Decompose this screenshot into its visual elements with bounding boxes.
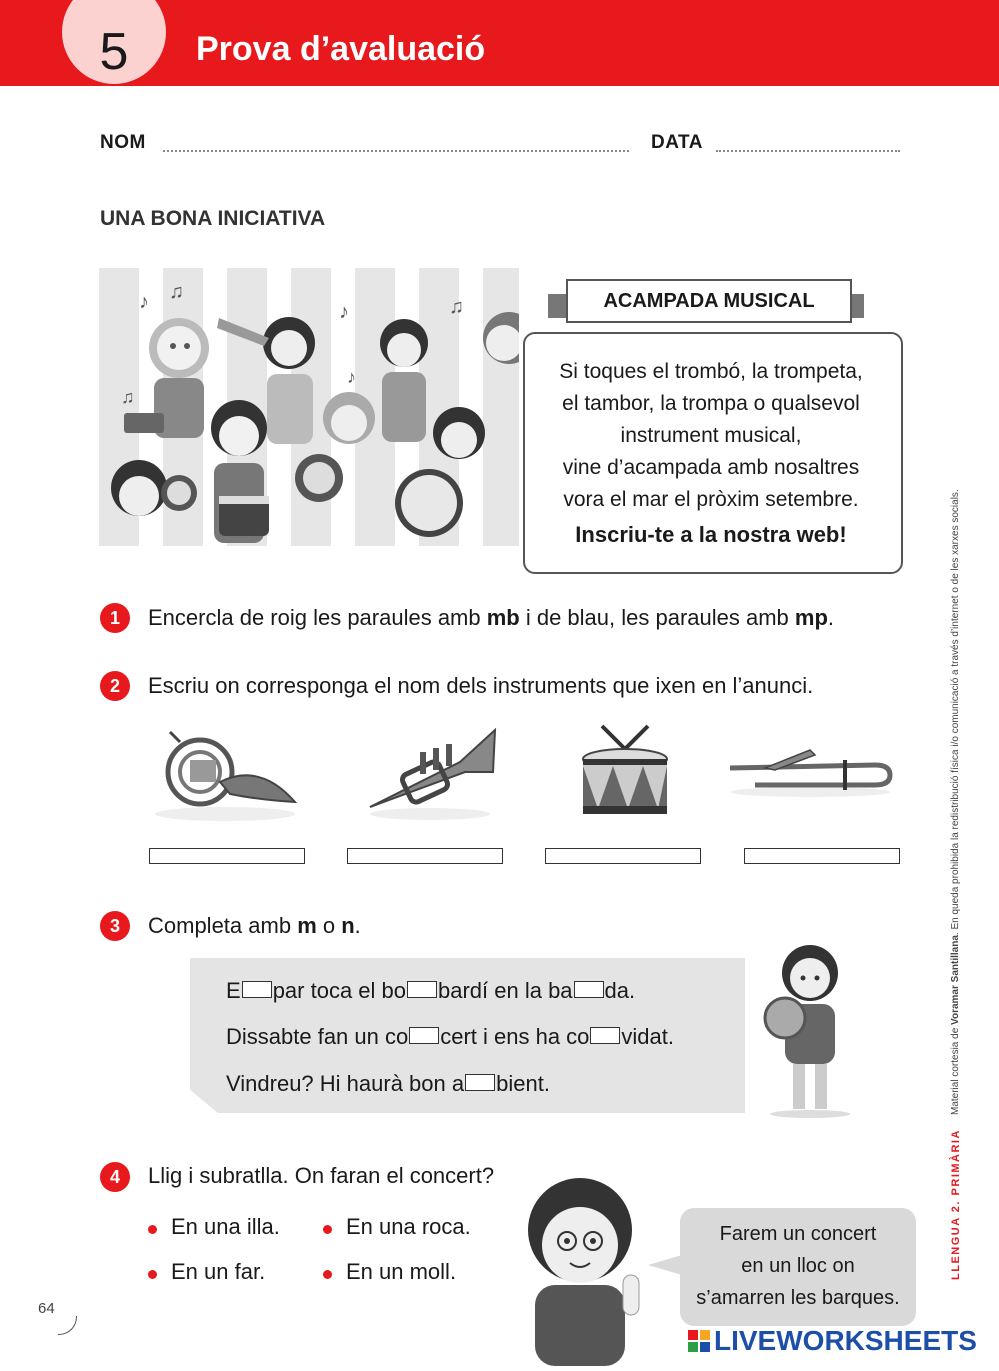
fill-text: vidat. (621, 1024, 675, 1049)
fill-line-3 (226, 1071, 550, 1097)
ad-cta: Inscriu-te a la nostra web! (575, 522, 847, 547)
blank-input[interactable] (242, 981, 272, 998)
copyright-text: Material cortesia de (950, 1024, 961, 1115)
publisher-name: Voramar Santillana (950, 935, 961, 1025)
fill-text: da. (604, 978, 636, 1003)
q1-bold-mp: mp (794, 605, 828, 630)
ad-line: vora el mar el pròxim setembre. (563, 488, 859, 511)
liveworksheets-logo-icon (688, 1330, 710, 1352)
fill-text: bardí en la ba (438, 978, 573, 1003)
boy-illustration (505, 1175, 655, 1366)
fill-text: cert i ens ha co (440, 1024, 590, 1049)
drum-icon (580, 724, 670, 824)
question-3-text (148, 913, 361, 939)
fill-text: E (226, 978, 241, 1003)
ad-line: Si toques el trombó, la trompeta, (559, 360, 863, 383)
option-far[interactable]: En un far. (171, 1259, 266, 1284)
ad-line: vine d’acampada amb nosaltres (562, 456, 860, 479)
fill-text: bient. (496, 1071, 550, 1096)
blank-input[interactable] (465, 1074, 495, 1091)
children-band-image (99, 268, 519, 546)
bubble-line: Farem un concert (719, 1223, 877, 1245)
bullet (148, 1270, 157, 1279)
fill-text: par toca el bo (272, 978, 406, 1003)
question-4-text: Llig i subratlla. On faran el concert? (148, 1163, 495, 1188)
fill-line-2 (226, 1024, 674, 1050)
question-1-text (148, 605, 834, 631)
option-roca[interactable]: En una roca. (346, 1214, 471, 1239)
fill-line-1 (226, 978, 635, 1004)
date-field[interactable] (716, 150, 900, 152)
blank-input[interactable] (590, 1027, 620, 1044)
q3-bold-n: n (341, 913, 355, 938)
blank-input[interactable] (407, 981, 437, 998)
q1-bold-mb: mb (486, 605, 520, 630)
name-field[interactable] (163, 150, 629, 152)
ad-line: instrument musical, (620, 424, 802, 447)
answer-box-horn[interactable] (149, 848, 305, 864)
q1-text-b: i de blau, les paraules amb (519, 605, 795, 630)
answer-box-drum[interactable] (545, 848, 701, 864)
bubble-line: en un lloc on (741, 1255, 855, 1277)
page-title: Prova d’avaluació (196, 30, 486, 68)
svg-text:♪: ♪ (139, 291, 149, 313)
bubble-line: s’amarren les barques. (696, 1287, 900, 1309)
bullet (323, 1270, 332, 1279)
bullet (148, 1225, 157, 1234)
q1-text-a: Encercla de roig les paraules amb (148, 605, 487, 630)
unit-number: 5 (99, 23, 129, 81)
svg-text:♪: ♪ (347, 367, 356, 387)
q1-text-c: . (827, 605, 835, 630)
page-corner-mark (58, 1316, 77, 1335)
question-number-4: 4 (100, 1162, 130, 1192)
question-number-1: 1 (100, 603, 130, 633)
copyright-note (950, 415, 961, 1115)
option-illa[interactable]: En una illa. (171, 1214, 280, 1239)
ad-banner: ACAMPADA MUSICAL (566, 279, 852, 323)
fill-text: Vindreu? Hi haurà bon a (226, 1071, 465, 1096)
name-label: NOM (100, 132, 146, 153)
liveworksheets-watermark: LIVEWORKSHEETS (714, 1325, 977, 1356)
question-number-3: 3 (100, 911, 130, 941)
q3-text-b: o (316, 913, 342, 938)
section-title: UNA BONA INICIATIVA (100, 207, 326, 230)
ad-line: el tambor, la trompa o qualsevol (562, 392, 860, 415)
band-illustration (99, 268, 519, 546)
speech-bubble-tail (648, 1255, 682, 1275)
french-horn-icon (150, 722, 300, 822)
answer-box-trumpet[interactable] (347, 848, 503, 864)
answer-box-trombone[interactable] (744, 848, 900, 864)
speech-bubble-text (680, 1218, 916, 1314)
copyright-text: . En queda prohibida la redistribució física i/o comunicació a través d’internet o de les xarxes socials. (950, 489, 961, 936)
date-label: DATA (651, 132, 703, 153)
question-number-2: 2 (100, 671, 130, 701)
trumpet-icon (365, 722, 500, 822)
bullet (323, 1225, 332, 1234)
question-2-text: Escriu on corresponga el nom dels instruments que ixen en l’anunci. (148, 673, 814, 698)
q3-bold-m: m (297, 913, 317, 938)
ad-text (523, 356, 899, 516)
page-number: 64 (38, 1300, 55, 1317)
svg-text:♫: ♫ (121, 387, 135, 407)
series-label: LLENGUA 2. PRIMÀRIA (950, 1129, 962, 1280)
svg-text:♫: ♫ (449, 296, 464, 318)
svg-text:♫: ♫ (169, 281, 184, 303)
q3-text-c: . (354, 913, 361, 938)
option-moll[interactable]: En un moll. (346, 1259, 457, 1284)
blank-input[interactable] (574, 981, 604, 998)
blank-input[interactable] (409, 1027, 439, 1044)
trombone-icon (725, 730, 895, 800)
svg-text:♪: ♪ (339, 301, 349, 323)
fill-text: Dissabte fan un co (226, 1024, 409, 1049)
q3-text-a: Completa amb (148, 913, 298, 938)
girl-with-horn-illustration (755, 938, 865, 1118)
